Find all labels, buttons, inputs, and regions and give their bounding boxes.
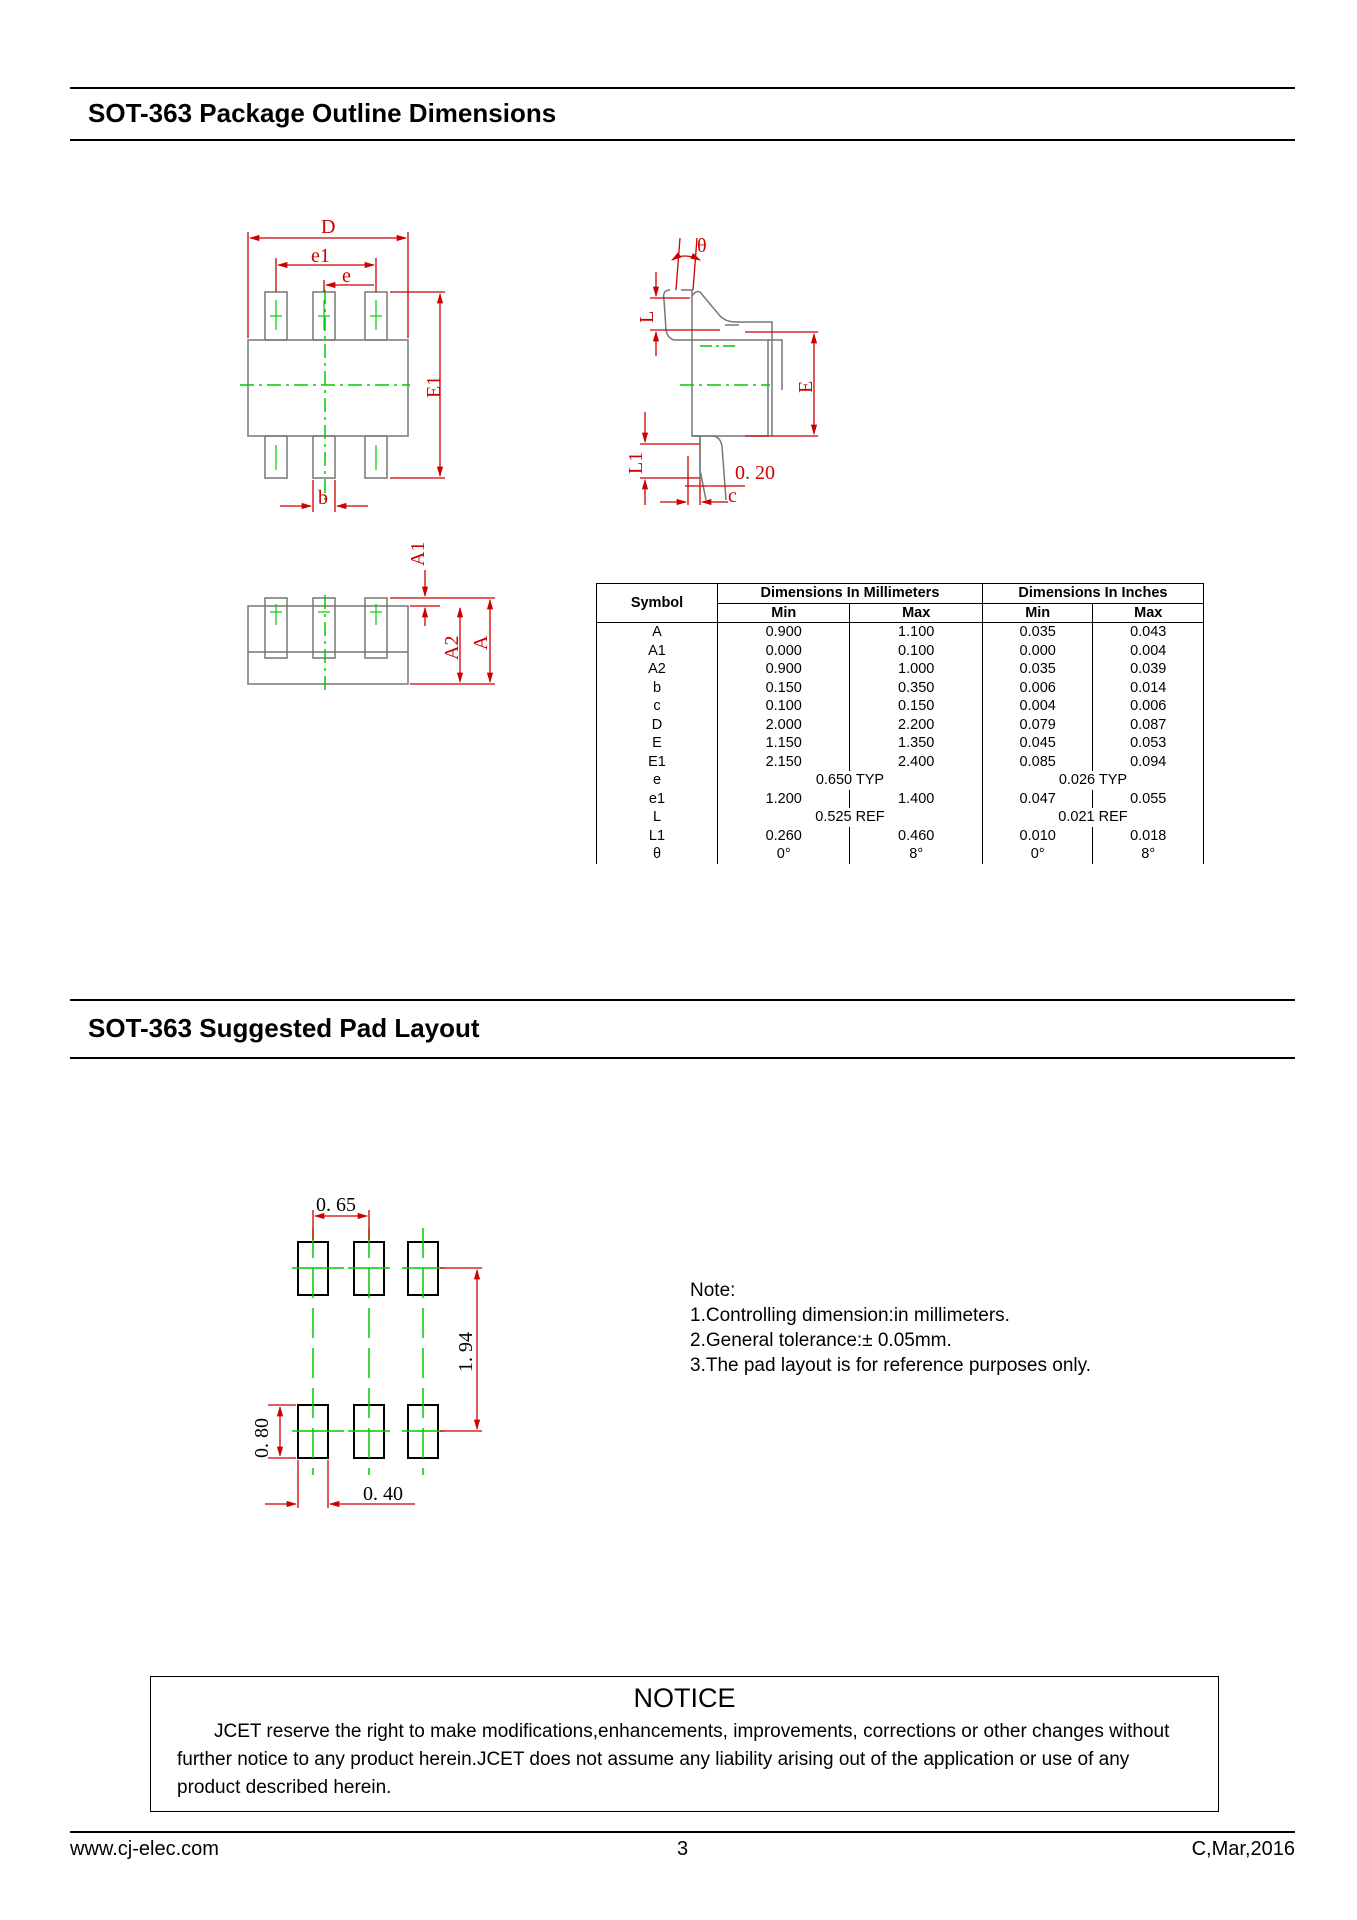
table-cell: 0.055 [1093,790,1204,809]
table-cell: 8° [850,845,982,864]
footer-revision: C,Mar,2016 [1191,1838,1295,1860]
table-cell: 0.035 [982,660,1093,679]
table-cell: 1.350 [850,734,982,753]
table-cell: c [597,697,718,716]
table-cell: 0.079 [982,716,1093,735]
label-E1: E1 [423,375,445,398]
table-cell: 0.525 REF [718,808,983,827]
table-cell: e1 [597,790,718,809]
table-cell: 0° [718,845,850,864]
table-cell: b [597,679,718,698]
note-item: 3.The pad layout is for reference purposes only. [690,1355,1091,1376]
table-cell: 0.000 [718,642,850,661]
table-cell: L1 [597,827,718,846]
table-cell: 0.350 [850,679,982,698]
table-cell: θ [597,845,718,864]
table-cell: D [597,716,718,735]
pad-width-label: 0. 40 [363,1483,403,1505]
note-item: 1.Controlling dimension:in millimeters. [690,1305,1010,1326]
footer-rule [70,1831,1295,1833]
table-cell: E1 [597,753,718,772]
label-L1: L1 [625,451,647,474]
label-e1: e1 [311,245,330,267]
label-L: L [636,310,658,323]
symbol-header: Symbol [597,584,718,623]
table-cell: 1.000 [850,660,982,679]
table-cell: A2 [597,660,718,679]
table-cell: 1.100 [850,623,982,642]
table-cell: 0.900 [718,623,850,642]
table-cell: 0.650 TYP [718,771,983,790]
notes-title: Note: [690,1280,736,1301]
table-row [597,790,1204,809]
table-cell: 2.200 [850,716,982,735]
label-D: D [321,216,336,238]
table-cell: 1.150 [718,734,850,753]
table-cell: 0.085 [982,753,1093,772]
in-header: Dimensions In Inches [982,584,1203,604]
pad-top-rule [70,999,1295,1001]
table-cell: 0.045 [982,734,1093,753]
label-theta: θ [697,235,707,257]
table-cell: 0.004 [982,697,1093,716]
label-E: E [795,380,817,393]
pad-pitch-label: 0. 65 [316,1194,356,1216]
table-cell: 0° [982,845,1093,864]
table-cell: 2.400 [850,753,982,772]
table-row [597,716,1204,735]
table-cell: 0.260 [718,827,850,846]
notice-box [150,1676,1219,1812]
table-cell: E [597,734,718,753]
table-cell: 0.043 [1093,623,1204,642]
label-b: b [318,487,328,509]
in-max-header: Max [1093,603,1204,623]
pad-title-rule [70,1057,1295,1059]
table-cell: 0.053 [1093,734,1204,753]
table-cell: 0.026 TYP [982,771,1203,790]
front-view-drawing [248,598,408,684]
table-row [597,734,1204,753]
mm-header: Dimensions In Millimeters [718,584,983,604]
mm-min-header: Min [718,603,850,623]
table-cell: 8° [1093,845,1204,864]
mm-max-header: Max [850,603,982,623]
table-cell: 0.006 [982,679,1093,698]
table-cell: 0.014 [1093,679,1204,698]
table-cell: 0.039 [1093,660,1204,679]
table-cell: 1.200 [718,790,850,809]
notice-text: JCET reserve the right to make modifications,enhancements, improvements, corrections or other changes without further notice to any product herein.JCET does not assume any liability arising out of the application or use of any product described herein. [177,1721,1170,1798]
table-row [597,827,1204,846]
table-row [597,753,1204,772]
label-A1: A1 [407,541,429,566]
table-row [597,808,1204,827]
table-cell: 0.100 [718,697,850,716]
table-row [597,642,1204,661]
table-cell: 0.000 [982,642,1093,661]
table-cell: 0.035 [982,623,1093,642]
table-cell: e [597,771,718,790]
dimensions-table-body [597,623,1204,864]
table-cell: A1 [597,642,718,661]
table-row [597,623,1204,642]
table-cell: 0.047 [982,790,1093,809]
table-cell: 0.150 [850,697,982,716]
in-min-header: Min [982,603,1093,623]
table-row [597,660,1204,679]
table-cell: 0.094 [1093,753,1204,772]
table-cell: 0.006 [1093,697,1204,716]
table-row [597,771,1204,790]
table-cell: 1.400 [850,790,982,809]
table-cell: L [597,808,718,827]
table-cell: 0.460 [850,827,982,846]
notes-block [690,1278,1091,1378]
label-e: e [342,265,351,287]
table-cell: 0.100 [850,642,982,661]
table-cell: 0.004 [1093,642,1204,661]
label-c: c [728,485,737,507]
table-row [597,845,1204,864]
table-cell: A [597,623,718,642]
table-cell: 2.150 [718,753,850,772]
pad-height-label: 0. 80 [251,1418,273,1458]
table-cell: 0.021 REF [982,808,1203,827]
dimensions-table [596,583,1204,864]
table-cell: 0.087 [1093,716,1204,735]
footer-website[interactable]: www.cj-elec.com [70,1838,219,1860]
table-cell: 2.000 [718,716,850,735]
footer-page-number: 3 [677,1838,689,1860]
table-cell: 0.018 [1093,827,1204,846]
table-row [597,697,1204,716]
table-cell: 0.150 [718,679,850,698]
pad-section-title: SOT-363 Suggested Pad Layout [88,1013,480,1043]
outline-section-title: SOT-363 Package Outline Dimensions [88,98,557,128]
table-cell: 0.900 [718,660,850,679]
note-item: 2.General tolerance:± 0.05mm. [690,1330,952,1351]
table-cell: 0.010 [982,827,1093,846]
notice-title: NOTICE [633,1683,736,1713]
pad-span-label: 1. 94 [455,1332,477,1372]
label-A2: A2 [441,635,463,660]
label-A: A [470,635,492,650]
table-row [597,679,1204,698]
label-gauge: 0. 20 [735,462,775,484]
